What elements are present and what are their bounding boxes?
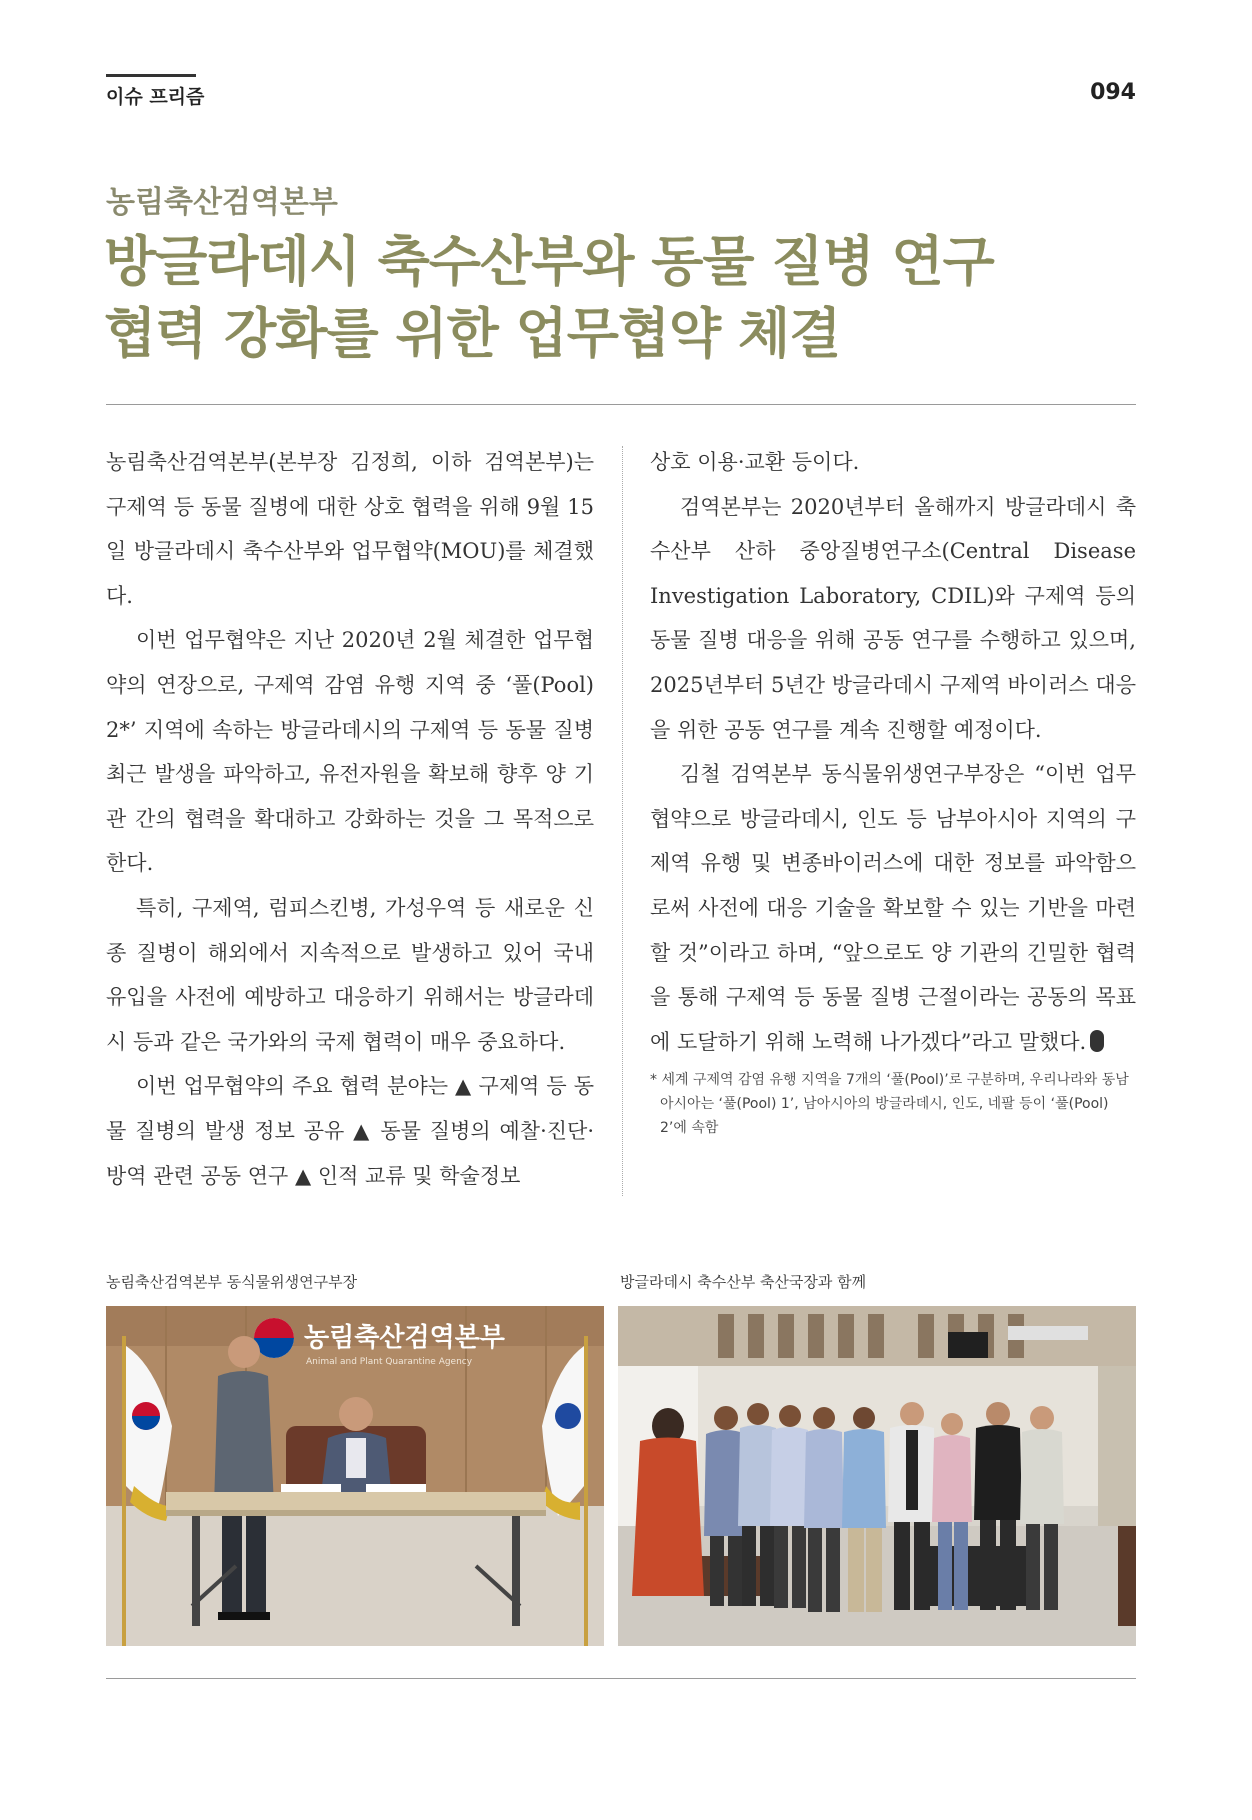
- footnote: * 세계 구제역 감염 유행 지역을 7개의 ‘풀(Pool)’로 구분하며, 우리나라와 동남아시아는 ‘풀(Pool) 1’, 남아시아의 방글라데시, 인도, 네팔 등이 ‘풀(Pool) 2’에 속함: [650, 1072, 1129, 1137]
- banner-text: 농림축산검역본부: [304, 1323, 505, 1353]
- section-label: 이슈 프리즘: [106, 86, 205, 108]
- photo-group: [618, 1306, 1136, 1646]
- article-title: [104, 226, 994, 370]
- paragraph: 농림축산검역본부(본부장 김정희, 이하 검역본부)는 구제역 등 동물 질병에 대한 상호 협력을 위해 9월 15일 방글라데시 축수산부와 업무협약(MOU)를 체결했다.: [106, 450, 594, 608]
- photo-signing-ceremony: [106, 1306, 604, 1646]
- page-number: 094: [1090, 80, 1136, 105]
- bottom-divider: [106, 1678, 1136, 1679]
- title-line: 협력 강화를 위한 업무협약 체결: [104, 302, 841, 365]
- column-divider: [622, 446, 623, 1196]
- article-column-right: [650, 440, 1136, 1140]
- title-line: 방글라데시 축수산부와 동물 질병 연구: [104, 230, 994, 293]
- header-accent-bar: [106, 74, 196, 77]
- paragraph: 특히, 구제역, 럼피스킨병, 가성우역 등 새로운 신종 질병이 해외에서 지속적으로 발생하고 있어 국내 유입을 사전에 예방하고 대응하기 위해서는 방글라데시 등과 같은 국가와의 국제 협력이 매우 중요하다.: [106, 895, 594, 1054]
- article-column-left: [106, 440, 594, 1198]
- paragraph: 검역본부는 2020년부터 올해까지 방글라데시 축수산부 산하 중앙질병연구소(Central Disease Investigation Laboratory, CDIL)와 구제역 등의 동물 질병 대응을 위해 공동 연구를 수행하고 있으며, 2025년부터 5년간 방글라데시 구제역 바이러스 대응을 위한 공동 연구를 계속 진행할 예정이다.: [650, 494, 1136, 742]
- article-org: 농림축산검역본부: [106, 185, 338, 220]
- banner-subtext: Animal and Plant Quarantine Agency: [306, 1357, 473, 1367]
- title-divider: [106, 404, 1136, 405]
- paragraph: 상호 이용·교환 등이다.: [650, 450, 860, 474]
- photo-caption-left: 농림축산검역본부 동식물위생연구부장: [106, 1273, 358, 1291]
- photo-caption-right: 방글라데시 축수산부 축산국장과 함께: [620, 1273, 867, 1291]
- paragraph: 이번 업무협약은 지난 2020년 2월 체결한 업무협약의 연장으로, 구제역 감염 유행 지역 중 ‘풀(Pool) 2*’ 지역에 속하는 방글라데시의 구제역 등 동물 질병 최근 발생을 파악하고, 유전자원을 확보해 향후 양 기관 간의 협력을 확대하고 강화하는 것을 그 목적으로 한다.: [106, 628, 594, 876]
- paragraph: 김철 검역본부 동식물위생연구부장은 “이번 업무협약으로 방글라데시, 인도 등 남부아시아 지역의 구제역 유행 및 변종바이러스에 대한 정보를 파악함으로써 사전에 대응 기술을 확보할 수 있는 기반을 마련할 것”이라고 하며, “앞으로도 양 기관의 긴밀한 협력을 통해 구제역 등 동물 질병 근절이라는 공동의 목표에 도달하기 위해 노력해 나가겠다”라고 말했다.: [650, 762, 1136, 1054]
- paragraph: 이번 업무협약의 주요 협력 분야는 ▲ 구제역 등 동물 질병의 발생 정보 공유 ▲ 동물 질병의 예찰·진단·방역 관련 공동 연구 ▲ 인적 교류 및 학술정보: [106, 1074, 594, 1188]
- end-mark-icon: [1090, 1030, 1104, 1052]
